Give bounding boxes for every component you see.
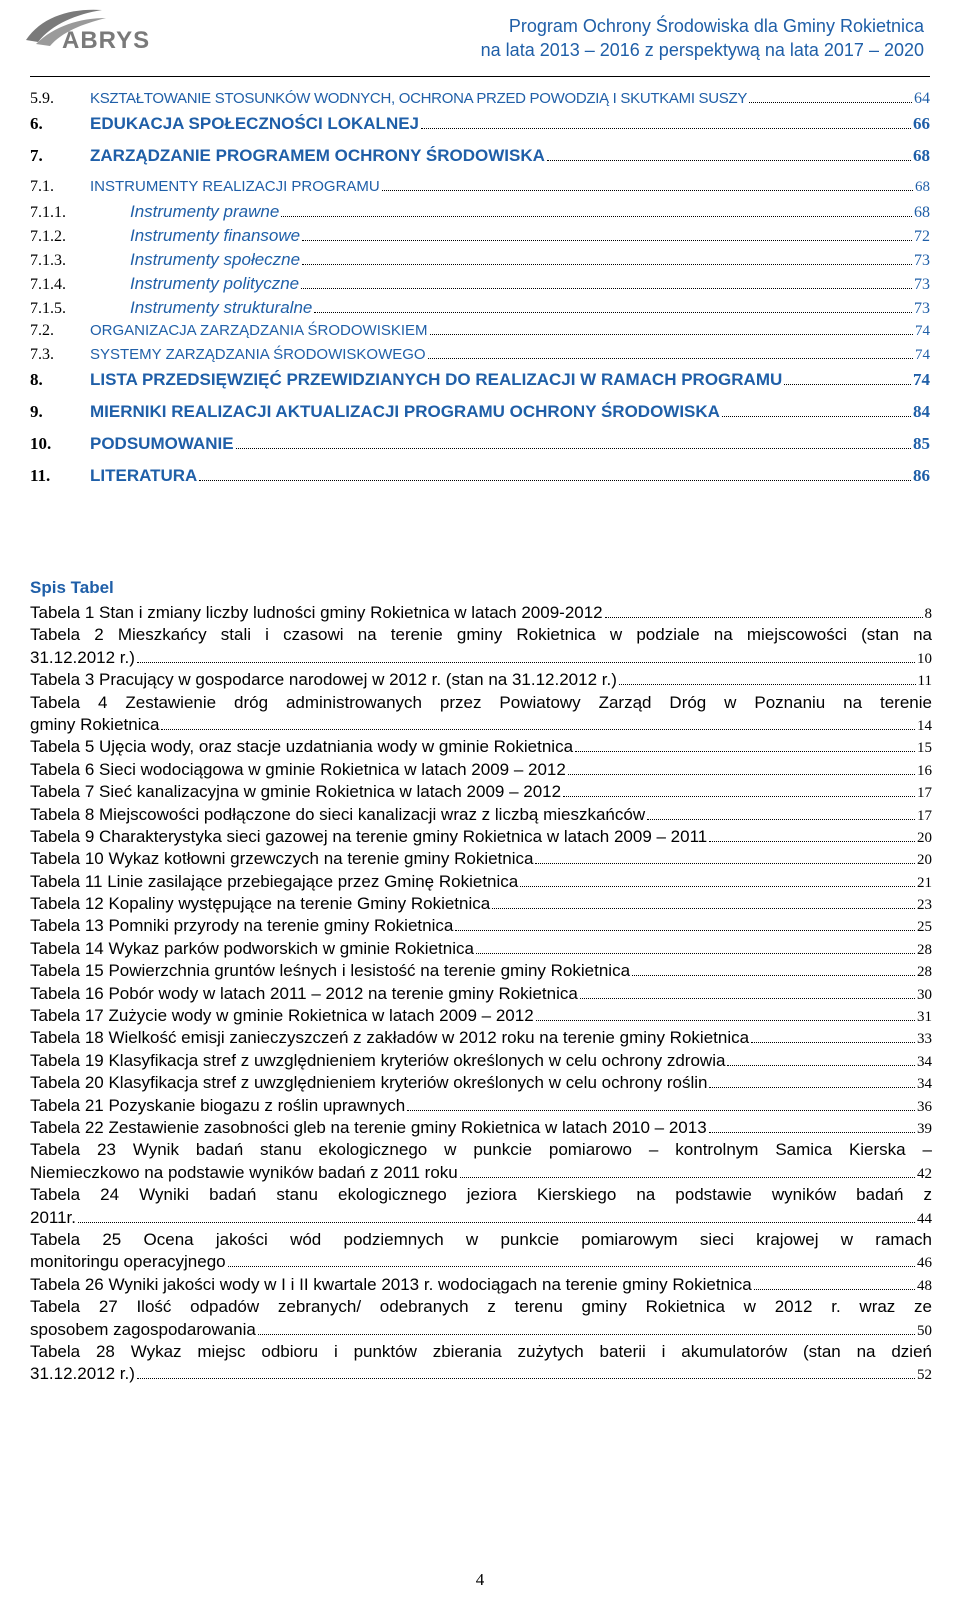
toc-entry-page: 66	[913, 114, 930, 133]
toc-entry-number: 7.1.1.	[30, 204, 66, 221]
toc-entry-label: LISTA PRZEDSIĘWZIĘĆ PRZEWIDZIANYCH DO REALIZACJI W RAMACH PROGRAMU	[90, 370, 783, 389]
table-list-entry-page: 17	[917, 807, 932, 824]
dot-leader	[476, 953, 915, 954]
dot-leader	[302, 264, 912, 265]
table-list-entry-text: sposobem zagospodarowania	[30, 1319, 256, 1339]
table-list-entry-page: 31	[917, 1009, 932, 1026]
table-list-entry-text: Tabela 18 Wielkość emisji zanieczyszczeń z zakładów w 2012 roku na terenie gminy Rokietnica	[30, 1028, 750, 1048]
table-list-entry-text: Tabela 15 Powierzchnia gruntów leśnych i lesistość na terenie gminy Rokietnica	[30, 961, 631, 981]
list-of-tables-heading: Spis Tabel	[30, 578, 114, 597]
table-list-entry-text: Tabela 19 Klasyfikacja stref z uwzględnieniem kryteriów określonych w celu ochrony zdrowia	[30, 1050, 726, 1070]
toc-entry[interactable]	[30, 114, 930, 146]
table-list-entry-line	[30, 1207, 932, 1229]
dot-leader	[709, 1132, 915, 1133]
table-list-entry-page: 25	[917, 919, 932, 936]
dot-leader	[619, 684, 916, 685]
table-list-entry-text: gminy Rokietnica	[30, 714, 160, 734]
table-list-entry-text: Tabela 26 Wyniki jakości wody w I i II kwartale 2013 r. wodociągach na terenie gminy Rokietnica	[30, 1274, 752, 1294]
table-list-entry-page: 30	[917, 986, 932, 1003]
toc-entry[interactable]	[30, 226, 930, 250]
table-list-entry-page: 42	[917, 1165, 932, 1182]
table-list-entry-line	[30, 804, 932, 826]
toc-entry[interactable]	[30, 346, 930, 370]
table-list-entry-text: Tabela 16 Pobór wody w latach 2011 – 2012 na terenie gminy Rokietnica	[30, 983, 578, 1003]
dot-leader	[647, 819, 915, 820]
table-list-entry-text: Tabela 5 Ujęcia wody, oraz stacje uzdatniania wody w gminie Rokietnica	[30, 737, 574, 757]
toc-entry[interactable]	[30, 90, 930, 114]
table-list-entry[interactable]	[30, 1139, 932, 1184]
toc-entry[interactable]	[30, 178, 930, 202]
table-list-entry-line: Tabela 2 Mieszkańcy stali i czasowi na terenie gminy Rokietnica w podziale na miejscowości (stan na	[30, 625, 932, 645]
table-list-entry-text: Tabela 20 Klasyfikacja stref z uwzględnieniem kryteriów określonych w celu ochrony roślin	[30, 1073, 708, 1093]
table-list-entry-text: 31.12.2012 r.)	[30, 647, 135, 667]
table-list-entry-line	[30, 915, 932, 937]
dot-leader	[520, 886, 915, 887]
table-list-entry-line	[30, 983, 932, 1005]
table-list-entry-line	[30, 893, 932, 915]
table-list-entry-line	[30, 736, 932, 758]
table-list-entry-text: 31.12.2012 r.)	[30, 1364, 135, 1384]
dot-leader	[228, 1266, 915, 1267]
toc-entry-label: LITERATURA	[90, 466, 198, 485]
table-list-entry-text: Tabela 1 Stan i zmiany liczby ludności gminy Rokietnica w latach 2009-2012	[30, 603, 603, 622]
table-list-entry[interactable]	[30, 736, 932, 758]
svg-text:ABRYS: ABRYS	[62, 27, 151, 52]
dot-leader	[428, 358, 913, 359]
dot-leader	[137, 662, 915, 663]
toc-entry-number: 7.1.	[30, 178, 54, 195]
dot-leader	[302, 240, 912, 241]
toc-entry-page: 73	[914, 300, 930, 317]
table-list-entry-page: 46	[917, 1255, 932, 1272]
table-list-entry[interactable]	[30, 893, 932, 915]
table-list-entry-text: Tabela 10 Wykaz kotłowni grzewczych na terenie gminy Rokietnica	[30, 849, 534, 869]
table-list-entry-text: Niemieczkowo na podstawie wyników badań z 2011 roku	[30, 1162, 458, 1182]
table-list-entry[interactable]	[30, 624, 932, 669]
toc-entry-page: 73	[914, 276, 930, 293]
table-list-entry-line	[30, 602, 932, 624]
table-list-entry[interactable]	[30, 938, 932, 960]
table-list-entry-text: Tabela 21 Pozyskanie biogazu z roślin uprawnych	[30, 1095, 406, 1115]
table-list-entry-page: 10	[917, 650, 932, 667]
table-list-entry-line	[30, 1363, 932, 1385]
dot-leader	[455, 930, 915, 931]
toc-entry[interactable]	[30, 202, 930, 226]
table-list-entry-page: 50	[917, 1322, 932, 1339]
dot-leader	[727, 1065, 915, 1066]
toc-entry[interactable]	[30, 250, 930, 274]
table-list-entry-line	[30, 669, 932, 691]
table-list-entry[interactable]	[30, 915, 932, 937]
table-list-entry-page: 28	[917, 964, 932, 981]
toc-entry-number: 7.1.5.	[30, 300, 66, 317]
toc-entry-page: 74	[915, 347, 930, 363]
table-list-entry[interactable]	[30, 848, 932, 870]
toc-entry-number: 7.2.	[30, 322, 54, 339]
table-list-entry-line	[30, 848, 932, 870]
dot-leader	[536, 1020, 915, 1021]
table-list-entry-text: Tabela 13 Pomniki przyrody na terenie gminy Rokietnica	[30, 916, 454, 936]
table-list-entry-page: 15	[917, 740, 932, 757]
table-list-entry-page: 52	[917, 1367, 932, 1384]
toc-entry-page: 73	[914, 252, 930, 269]
dot-leader	[784, 384, 911, 385]
table-list-entry[interactable]	[30, 983, 932, 1005]
toc-entry-page: 86	[913, 466, 930, 485]
toc-entry-page: 74	[913, 370, 930, 389]
document-title-line2: na lata 2013 – 2016 z perspektywą na lata 2017 – 2020	[480, 40, 924, 60]
toc-entry-number: 7.1.4.	[30, 276, 66, 293]
toc-entry-number: 8.	[30, 370, 43, 389]
table-list-entry-page: 17	[917, 785, 932, 802]
table-list-entry-line	[30, 759, 932, 781]
table-list-entry[interactable]	[30, 1117, 932, 1139]
table-list-entry[interactable]	[30, 759, 932, 781]
table-list-entry-page: 39	[917, 1120, 932, 1137]
dot-leader	[722, 416, 911, 417]
dot-leader	[314, 312, 912, 313]
header-divider	[30, 76, 930, 77]
table-list-entry[interactable]	[30, 1027, 932, 1049]
table-list-entry-text: Tabela 8 Miejscowości podłączone do sieci kanalizacji wraz z liczbą mieszkańców	[30, 804, 646, 824]
dot-leader	[751, 1042, 915, 1043]
toc-entry-page: 84	[913, 402, 930, 421]
table-list-entry[interactable]	[30, 1050, 932, 1072]
table-list-entry-line	[30, 1050, 932, 1072]
table-list-entry[interactable]	[30, 1005, 932, 1027]
dot-leader	[580, 998, 915, 999]
table-list-entry-line	[30, 1072, 932, 1094]
table-list-entry-text: 2011r.	[30, 1207, 77, 1227]
table-list-entry[interactable]	[30, 1072, 932, 1094]
dot-leader	[749, 102, 912, 103]
table-list-entry-line	[30, 647, 932, 669]
dot-leader	[78, 1222, 915, 1223]
dot-leader	[137, 1378, 915, 1379]
dot-leader	[421, 128, 911, 129]
dot-leader	[407, 1110, 915, 1111]
toc-entry[interactable]	[30, 274, 930, 298]
toc-entry[interactable]	[30, 434, 930, 466]
toc-entry-page: 68	[915, 179, 930, 195]
toc-entry[interactable]	[30, 322, 930, 346]
toc-entry-number: 7.	[30, 146, 43, 165]
toc-entry-number: 7.1.3.	[30, 252, 66, 269]
toc-entry-number: 7.1.2.	[30, 228, 66, 245]
dot-leader	[301, 288, 912, 289]
table-list-entry-text: Tabela 22 Zestawienie zasobności gleb na terenie gminy Rokietnica w latach 2010 – 2013	[30, 1117, 707, 1137]
table-list-entry-line	[30, 1251, 932, 1273]
table-list-entry-page: 23	[917, 897, 932, 914]
table-list-entry-page: 14	[917, 717, 932, 734]
table-list-entry-page: 16	[917, 762, 932, 779]
table-list-entry-line	[30, 1274, 932, 1296]
table-list-entry-line	[30, 1027, 932, 1049]
toc-entry-label: Instrumenty finansowe	[130, 226, 301, 245]
toc-entry-number: 5.9.	[30, 90, 54, 107]
toc-entry-label: ZARZĄDZANIE PROGRAMEM OCHRONY ŚRODOWISKA	[90, 146, 545, 165]
table-list-entry[interactable]	[30, 826, 932, 848]
table-list-entry-text: Tabela 17 Zużycie wody w gminie Rokietnica w latach 2009 – 2012	[30, 1006, 534, 1026]
dot-leader	[547, 160, 911, 161]
dot-leader	[535, 863, 915, 864]
toc-entry-label: Instrumenty polityczne	[130, 274, 300, 293]
table-list-entry-line	[30, 1319, 932, 1341]
toc-entry-number: 10.	[30, 434, 52, 453]
dot-leader	[709, 1087, 915, 1088]
toc-entry-label: PODSUMOWANIE	[90, 434, 234, 453]
table-list-entry[interactable]	[30, 692, 932, 737]
table-list-entry-line	[30, 714, 932, 736]
table-list-entry-page: 8	[924, 606, 932, 622]
dot-leader	[430, 334, 913, 335]
table-list-entry-line: Tabela 23 Wynik badań stanu ekologicznego w punkcie pomiarowo – kontrolnym Samica Kierska –	[30, 1140, 932, 1160]
table-list-entry[interactable]	[30, 1229, 932, 1274]
dot-leader	[709, 841, 915, 842]
table-list-entry-page: 20	[917, 829, 932, 846]
toc-entry-number: 9.	[30, 402, 43, 421]
toc-entry-label: SYSTEMY ZARZĄDZANIA ŚRODOWISKOWEGO	[90, 346, 426, 363]
table-list-entry-line: Tabela 25 Ocena jakości wód podziemnych w punkcie pomiarowym sieci krajowej w ramach	[30, 1229, 932, 1249]
table-list-entry-line	[30, 960, 932, 982]
table-list-entry-page: 34	[917, 1076, 932, 1093]
table-list-entry-text: monitoringu operacyjnego	[30, 1252, 226, 1272]
table-list-entry[interactable]	[30, 669, 932, 691]
toc-entry[interactable]	[30, 370, 930, 402]
toc-entry[interactable]	[30, 146, 930, 178]
dot-leader	[754, 1289, 915, 1290]
table-list-entry-page: 44	[917, 1210, 932, 1227]
toc-entry-label: Instrumenty strukturalne	[130, 298, 313, 317]
table-list-entry-line: Tabela 27 Ilość odpadów zebranych/ odebranych z terenu gminy Rokietnica w 2012 r. wraz ze	[30, 1297, 932, 1317]
dot-leader	[161, 729, 915, 730]
dot-leader	[382, 190, 913, 191]
document-title	[481, 14, 924, 62]
page-header	[0, 0, 960, 78]
table-list-entry-line	[30, 871, 932, 893]
table-list-entry-text: Tabela 3 Pracujący w gospodarce narodowej w 2012 r. (stan na 31.12.2012 r.)	[30, 670, 617, 690]
dot-leader	[492, 908, 915, 909]
table-list-entry-text: Tabela 7 Sieć kanalizacyjna w gminie Rokietnica w latach 2009 – 2012	[30, 782, 562, 802]
abrys-logo	[22, 6, 192, 52]
table-list-entry[interactable]	[30, 1274, 932, 1296]
table-list-entry-page: 48	[917, 1277, 932, 1294]
table-list-entry[interactable]	[30, 781, 932, 803]
table-list-entry[interactable]	[30, 1296, 932, 1341]
table-list-entry-line	[30, 1095, 932, 1117]
page-number: 4	[475, 1570, 485, 1589]
toc-entry-page: 68	[913, 146, 930, 165]
table-list-entry[interactable]	[30, 960, 932, 982]
table-list-entry-text: Tabela 9 Charakterystyka sieci gazowej na terenie gminy Rokietnica w latach 2009 – 2011	[30, 826, 708, 846]
toc-entry-number: 11.	[30, 466, 51, 485]
table-list-entry-line	[30, 1005, 932, 1027]
table-list-entry[interactable]	[30, 804, 932, 826]
table-list-entry-line	[30, 826, 932, 848]
table-list-entry[interactable]	[30, 602, 932, 624]
toc-entry-label: Instrumenty społeczne	[130, 250, 301, 269]
table-list-entry-line: Tabela 4 Zestawienie dróg administrowanych przez Powiatowy Zarząd Dróg w Poznaniu na terenie	[30, 692, 932, 712]
dot-leader	[281, 216, 912, 217]
table-list-entry-line	[30, 938, 932, 960]
table-list-entry-text: Tabela 11 Linie zasilające przebiegające przez Gminę Rokietnica	[30, 871, 519, 891]
table-list-entry-page: 36	[917, 1098, 932, 1115]
table-list-entry[interactable]	[30, 1095, 932, 1117]
toc-entry-page: 85	[913, 434, 930, 453]
toc-entry-number: 6.	[30, 114, 43, 133]
toc-entry[interactable]	[30, 402, 930, 434]
toc-entry-page: 74	[915, 323, 930, 339]
dot-leader	[258, 1334, 915, 1335]
table-list-entry-line	[30, 1117, 932, 1139]
table-list-entry-page: 28	[917, 941, 932, 958]
table-list-entry-page: 33	[917, 1031, 932, 1048]
table-list-entry-line	[30, 1162, 932, 1184]
dot-leader	[460, 1177, 915, 1178]
table-of-contents	[30, 90, 930, 498]
toc-entry-label: ORGANIZACJA ZARZĄDZANIA ŚRODOWISKIEM	[90, 322, 428, 339]
table-list-entry-page: 34	[917, 1053, 932, 1070]
table-list-entry[interactable]	[30, 1184, 932, 1229]
dot-leader	[563, 796, 915, 797]
dot-leader	[199, 480, 911, 481]
dot-leader	[575, 751, 915, 752]
table-list-entry-line: Tabela 28 Wykaz miejsc odbioru i punktów zbierania zużytych baterii i akumulatorów (stan na dzień	[30, 1341, 932, 1361]
table-list-entry-page: 20	[917, 852, 932, 869]
toc-entry-label: EDUKACJA SPOŁECZNOŚCI LOKALNEJ	[90, 114, 420, 133]
list-of-tables	[30, 602, 932, 1386]
toc-entry[interactable]	[30, 466, 930, 498]
toc-entry-number: 7.3.	[30, 346, 54, 363]
table-list-entry-page: 11	[917, 673, 932, 690]
table-list-entry-page: 21	[917, 874, 932, 891]
toc-entry-label: MIERNIKI REALIZACJI AKTUALIZACJI PROGRAMU OCHRONY ŚRODOWISKA	[90, 402, 720, 421]
table-list-entry[interactable]	[30, 1341, 932, 1386]
dot-leader	[568, 774, 915, 775]
toc-entry-label: Instrumenty prawne	[130, 202, 280, 221]
table-list-entry-line: Tabela 24 Wyniki badań stanu ekologicznego jeziora Kierskiego na podstawie wyników badań z	[30, 1185, 932, 1205]
table-list-entry-text: Tabela 12 Kopaliny występujące na terenie Gminy Rokietnica	[30, 894, 491, 914]
document-title-line1: Program Ochrony Środowiska dla Gminy Rokietnica	[508, 16, 924, 36]
toc-entry-label: INSTRUMENTY REALIZACJI PROGRAMU	[90, 178, 380, 195]
table-list-entry-text: Tabela 6 Sieci wodociągowa w gminie Rokietnica w latach 2009 – 2012	[30, 759, 566, 779]
table-list-entry[interactable]	[30, 871, 932, 893]
dot-leader	[605, 617, 923, 618]
table-list-entry-text: Tabela 14 Wykaz parków podworskich w gminie Rokietnica	[30, 938, 474, 958]
toc-entry-page: 72	[914, 228, 930, 245]
dot-leader	[632, 975, 915, 976]
toc-entry[interactable]	[30, 298, 930, 322]
table-list-entry-line	[30, 781, 932, 803]
dot-leader	[236, 448, 911, 449]
toc-entry-page: 64	[914, 90, 930, 107]
toc-entry-page: 68	[914, 204, 930, 221]
toc-entry-label: KSZTAŁTOWANIE STOSUNKÓW WODNYCH, OCHRONA PRZED POWODZIĄ I SKUTKAMI SUSZY	[90, 90, 748, 107]
